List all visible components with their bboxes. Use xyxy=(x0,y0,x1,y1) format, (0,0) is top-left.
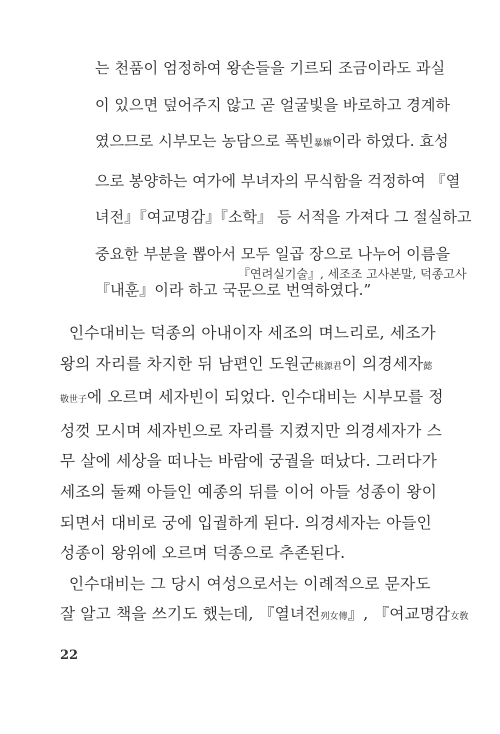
quote-line xyxy=(95,123,449,163)
body-line xyxy=(60,382,444,416)
body-line: 성종이 왕위에 오르며 덕종으로 추존된다. xyxy=(60,544,346,563)
quote-line: 『내훈』이라 하고 국문으로 번역하였다.” xyxy=(95,281,372,299)
quote-line: 으로 봉양하는 여가에 부녀자의 무식함을 걱정하여 『열 xyxy=(95,171,461,190)
hanja-annotation: 列女傳 xyxy=(320,612,348,623)
quote-line: 는 천품이 엄정하여 왕손들을 기르되 조금이라도 과실 xyxy=(95,59,446,77)
page-number: 22 xyxy=(60,648,79,663)
body-line: 인수대비는 그 당시 여성으로서는 이례적으로 문자도 xyxy=(69,574,431,593)
body-line: 성껏 모시며 세자빈으로 자리를 지켰지만 의경세자가 스 xyxy=(60,421,443,440)
hanja-annotation: 暴嬪 xyxy=(313,139,332,149)
quote-source-citation: 『연려실기술』, 세조조 고사본말, 덕종고사 xyxy=(238,267,467,281)
body-line: 되면서 대비로 궁에 입궐하게 된다. 의경세자는 아들인 xyxy=(60,513,432,532)
quote-text: 이라 하였다. 효성 xyxy=(331,132,449,150)
hanja-annotation: 桃源君 xyxy=(314,361,342,372)
body-line: 무 살에 세상을 떠나는 바람에 궁궐을 떠났다. 그러다가 xyxy=(60,452,438,471)
body-text-run: 에 오르며 세자빈이 되었다. 인수대비는 시부모를 정 xyxy=(87,388,444,407)
body-text-run: 왕의 자리를 차지한 뒤 남편인 도원군 xyxy=(60,354,315,373)
body-line xyxy=(60,349,440,383)
hanja-annotation: 懿 xyxy=(423,361,433,372)
body-text-run: 잘 알고 책을 쓰기도 했는데, 『열녀전 xyxy=(60,605,321,624)
body-line xyxy=(60,599,469,633)
quote-line: 녀전』『여교명감』『소학』 등 서적을 가져다 그 절실하고 xyxy=(95,208,472,226)
quote-line: 이 있으면 덮어주지 않고 곧 얼굴빛을 바로하고 경계하 xyxy=(95,95,451,114)
body-line: 인수대비는 덕종의 아내이자 세조의 며느리로, 세조가 xyxy=(69,324,436,342)
body-text-run: 이 의경세자 xyxy=(341,354,424,373)
quote-text: 였으므로 시부모는 농담으로 폭빈 xyxy=(95,132,314,150)
body-line: 세조의 둘째 아들인 예종의 뒤를 이어 아들 성종이 왕이 xyxy=(60,482,438,501)
hanja-annotation: 女敎 xyxy=(450,612,469,623)
quote-line: 중요한 부분을 뽑아서 모두 일곱 장으로 나누어 이름을 xyxy=(95,244,451,263)
body-text-run: 』, 『여교명감 xyxy=(347,605,451,624)
body-text xyxy=(60,318,469,633)
hanja-annotation: 敬世子 xyxy=(60,395,88,406)
